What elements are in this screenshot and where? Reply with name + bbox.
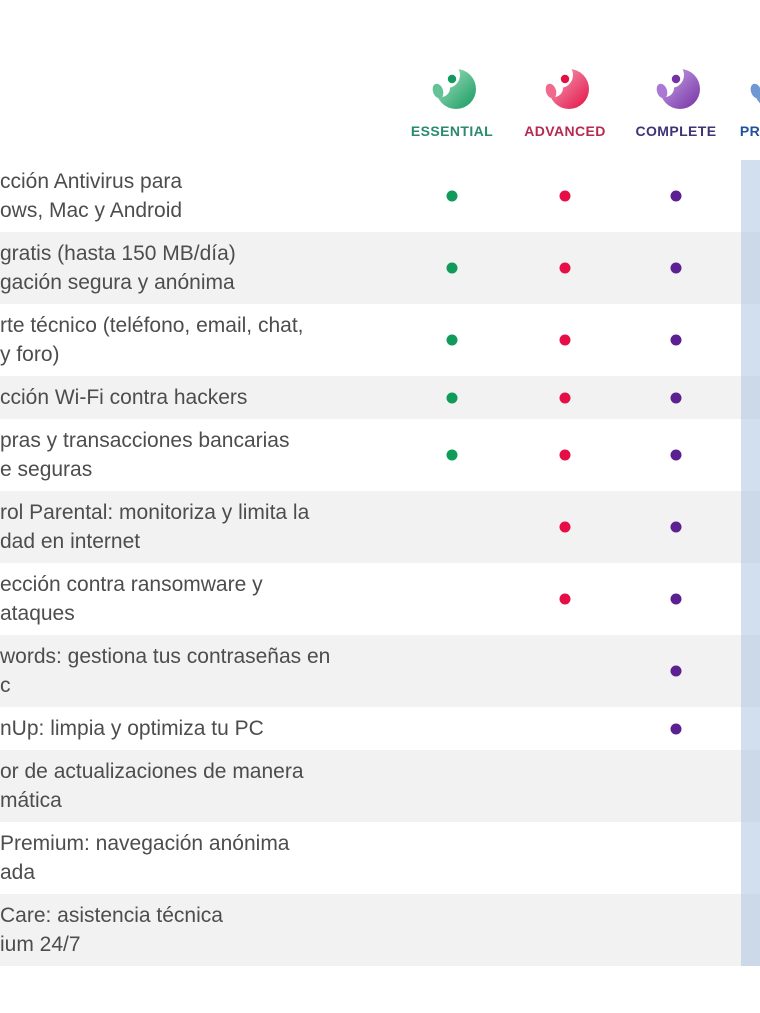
feature-label <box>0 167 412 225</box>
table-row <box>0 491 760 563</box>
included-dot-complete <box>671 666 682 677</box>
feature-label-line: mática <box>0 789 62 812</box>
included-dot-advanced <box>560 522 571 533</box>
table-row <box>0 635 760 707</box>
feature-label-line: cción Wi-Fi contra hackers <box>0 386 248 409</box>
feature-label <box>0 570 412 628</box>
feature-label-line: ataques <box>0 602 75 625</box>
feature-label-line: rte técnico (teléfono, email, chat, <box>0 314 304 337</box>
feature-label-line: gación segura y anónima <box>0 271 235 294</box>
feature-label <box>0 642 412 700</box>
table-row <box>0 304 760 376</box>
table-row <box>0 232 760 304</box>
included-dot-complete <box>671 594 682 605</box>
feature-label-line: cción Antivirus para <box>0 170 183 193</box>
included-dot-complete <box>671 450 682 461</box>
feature-label-line: y foro) <box>0 343 60 366</box>
column-label-essential: ESSENTIAL <box>410 123 494 139</box>
feature-label-line: rol Parental: monitoriza y limita la <box>0 501 310 524</box>
feature-label-line: Premium: navegación anónima <box>0 832 290 855</box>
feature-label-line: gratis (hasta 150 MB/día) <box>0 242 236 265</box>
feature-label <box>0 757 412 815</box>
included-dot-complete <box>671 335 682 346</box>
feature-label <box>0 901 412 959</box>
feature-label-line: pras y transacciones bancarias <box>0 429 290 452</box>
feature-label-line: c <box>0 674 11 697</box>
feature-label-line: dad en internet <box>0 530 141 553</box>
included-dot-advanced <box>560 392 571 403</box>
included-dot-advanced <box>560 594 571 605</box>
included-dot-advanced <box>560 450 571 461</box>
table-row <box>0 750 760 822</box>
advanced-plan-logo-icon <box>541 64 589 112</box>
feature-label <box>0 829 412 887</box>
included-dot-complete <box>671 191 682 202</box>
feature-label-line: ows, Mac y Android <box>0 199 183 222</box>
feature-label-line: ada <box>0 861 36 884</box>
included-dot-essential <box>447 450 458 461</box>
table-row <box>0 822 760 894</box>
feature-label-line: e seguras <box>0 458 93 481</box>
feature-label-line: or de actualizaciones de manera <box>0 760 304 783</box>
essential-plan-logo-icon <box>428 64 476 112</box>
included-dot-complete <box>671 263 682 274</box>
included-dot-complete <box>671 392 682 403</box>
included-dot-essential <box>447 263 458 274</box>
included-dot-advanced <box>560 263 571 274</box>
complete-plan-logo-icon <box>652 64 700 112</box>
feature-label <box>0 714 412 743</box>
column-label-complete: COMPLETE <box>635 123 717 139</box>
feature-label-line: ección contra ransomware y <box>0 573 263 596</box>
feature-rows <box>0 160 760 966</box>
feature-label-line: Care: asistencia técnica <box>0 904 223 927</box>
feature-label <box>0 383 412 412</box>
feature-label <box>0 311 412 369</box>
prime-plan-logo-icon <box>746 64 760 112</box>
feature-label-line: ium 24/7 <box>0 933 81 956</box>
table-row <box>0 419 760 491</box>
column-label-prime: PR <box>739 123 760 139</box>
table-row <box>0 894 760 966</box>
included-dot-essential <box>447 191 458 202</box>
table-row <box>0 707 760 750</box>
table-row <box>0 563 760 635</box>
included-dot-essential <box>447 335 458 346</box>
included-dot-advanced <box>560 191 571 202</box>
feature-label-line: words: gestiona tus contraseñas en <box>0 645 331 668</box>
feature-label <box>0 498 412 556</box>
feature-label <box>0 426 412 484</box>
included-dot-complete <box>671 522 682 533</box>
feature-label-line: nUp: limpia y optimiza tu PC <box>0 717 264 740</box>
included-dot-advanced <box>560 335 571 346</box>
table-row <box>0 376 760 419</box>
table-row <box>0 160 760 232</box>
included-dot-complete <box>671 723 682 734</box>
included-dot-essential <box>447 392 458 403</box>
column-header-prime[interactable] <box>700 64 760 139</box>
column-label-advanced: ADVANCED <box>524 123 606 139</box>
feature-label <box>0 239 412 297</box>
